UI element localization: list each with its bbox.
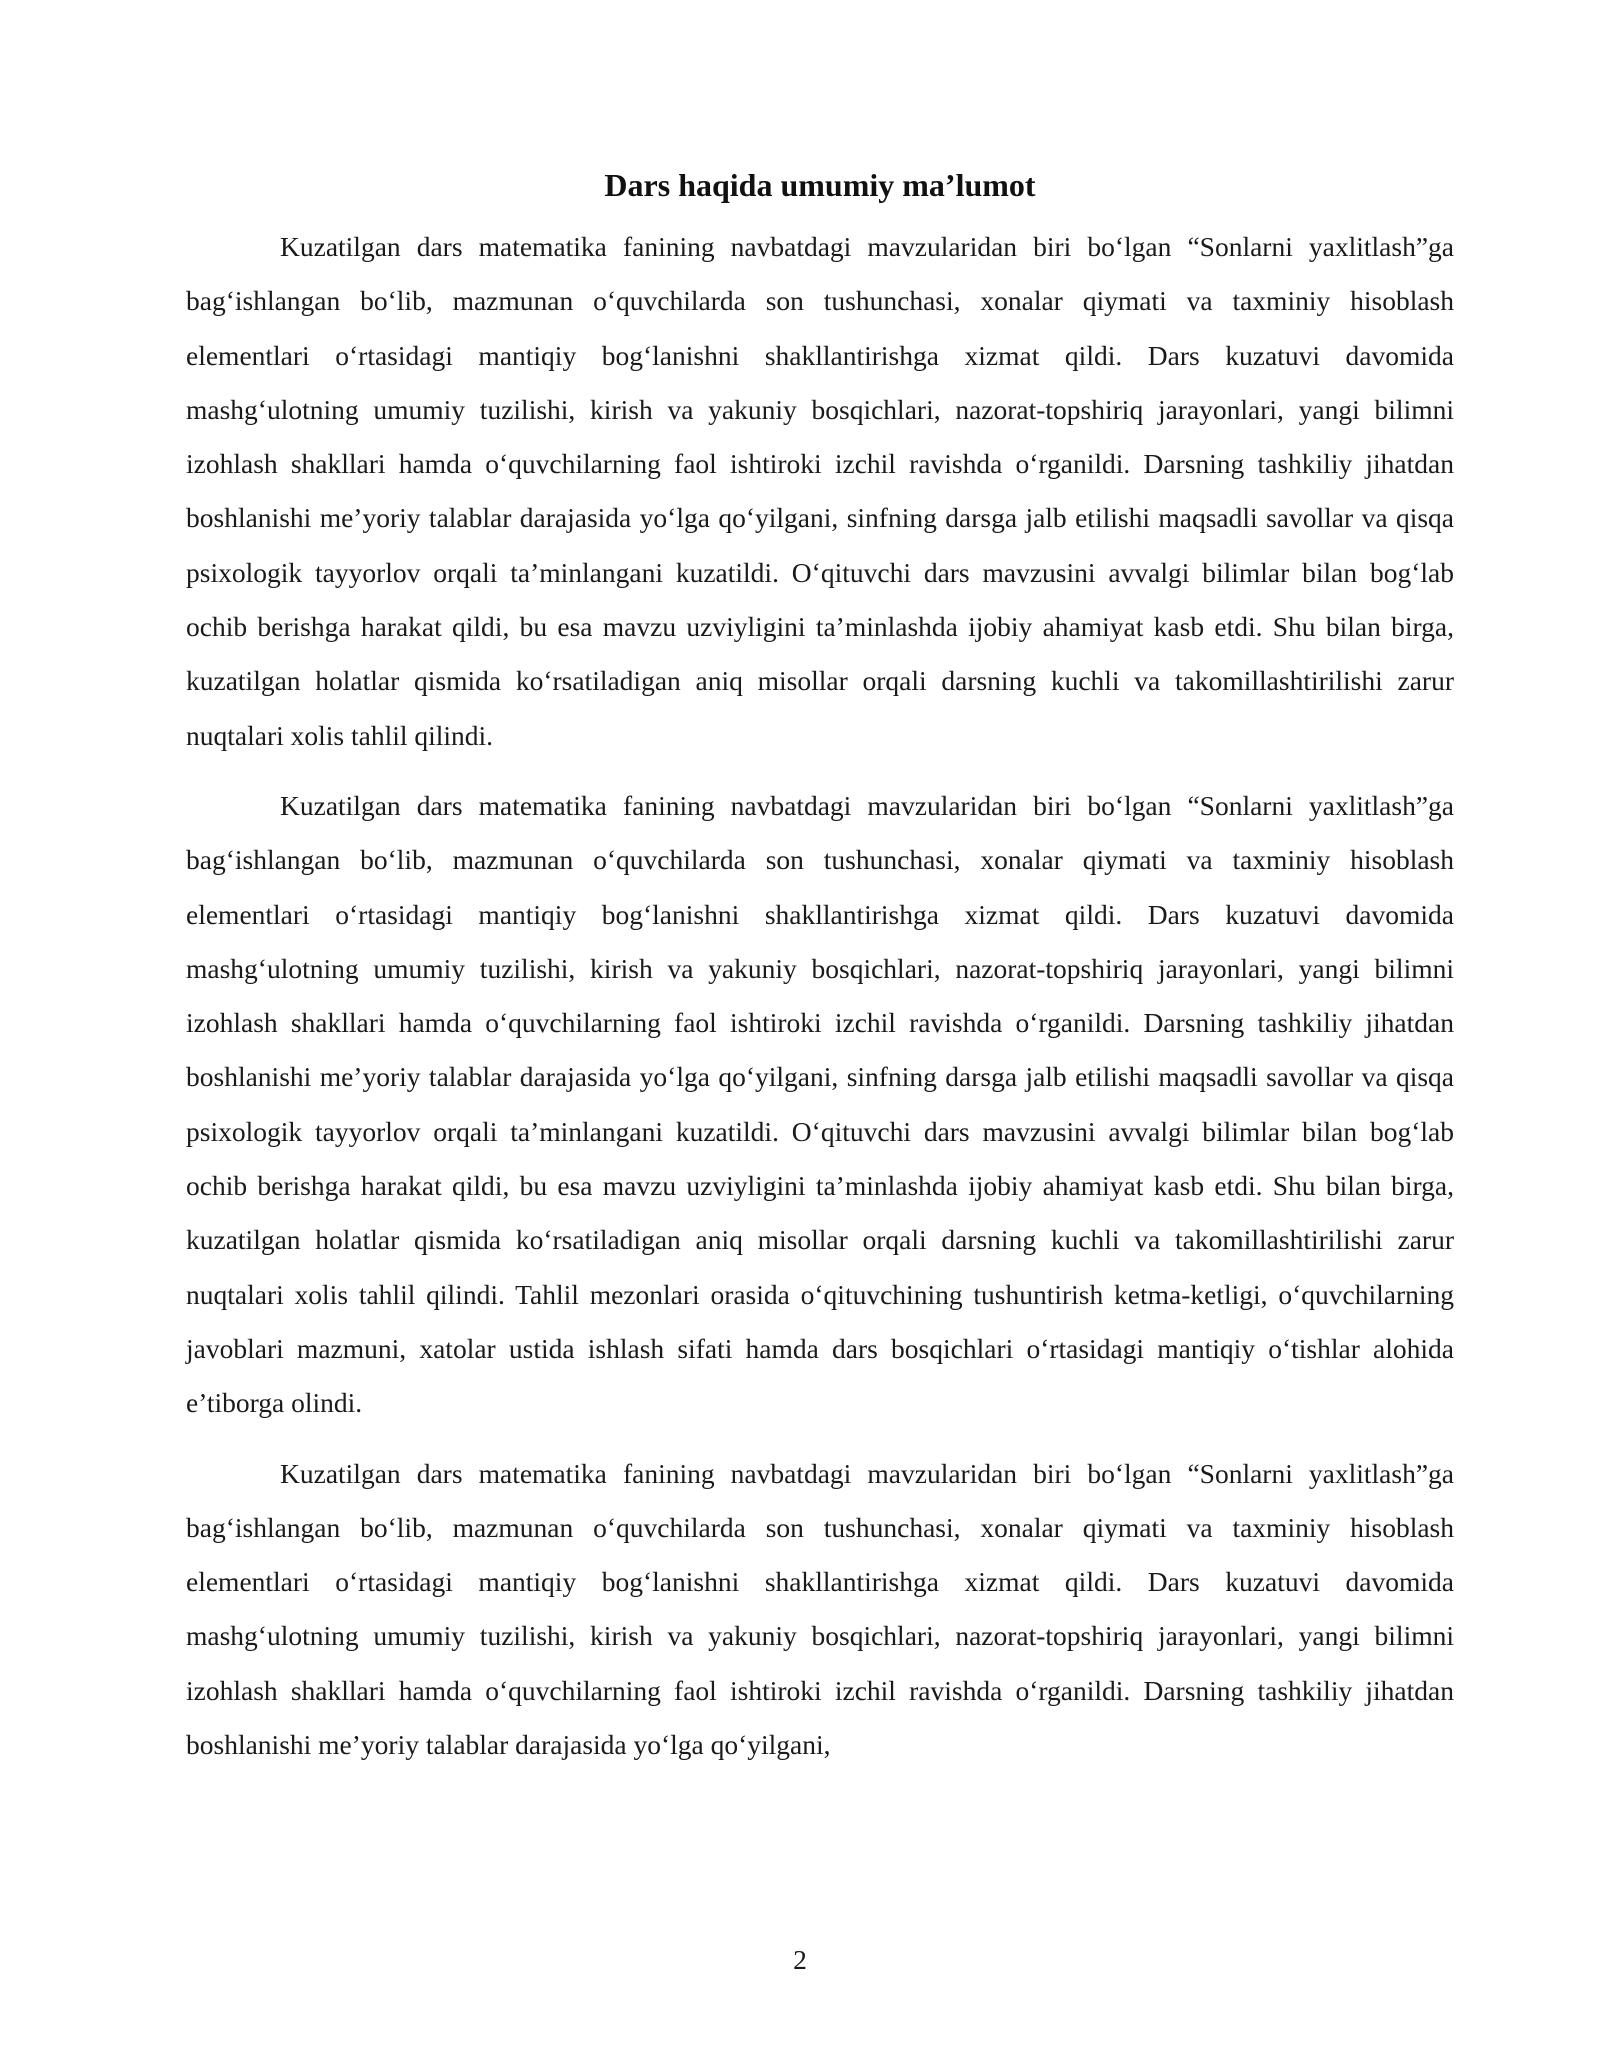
page-number: 2: [793, 1944, 807, 1975]
paragraph-3: Kuzatilgan dars matematika fanining navbatdagi mavzularidan biri bo‘lgan “Sonlarni yaxlitlash”ga bag‘ishlangan bo‘lib, mazmunan o‘quvchilarda son tushunchasi, xonalar qiymati va taxminiy hisoblash elementlari o‘rtasidagi mantiqiy bog‘lanishni shakllantirishga xizmat qildi. Dars kuzatuvi davomida mashg‘ulotning umumiy tuzilishi, kirish va yakuniy bosqichlari, nazorat-topshiriq jarayonlari, yangi bilimni izohlash shakllari hamda o‘quvchilarning faol ishtiroki izchil ravishda o‘rganildi. Darsning tashkiliy jihatdan boshlanishi me’yoriy talablar darajasida yo‘lga qo‘yilgani,: [186, 1457, 1454, 1761]
paragraph-2: Kuzatilgan dars matematika fanining navbatdagi mavzularidan biri bo‘lgan “Sonlarni yaxlitlash”ga bag‘ishlangan bo‘lib, mazmunan o‘quvchilarda son tushunchasi, xonalar qiymati va taxminiy hisoblash elementlari o‘rtasidagi mantiqiy bog‘lanishni shakllantirishga xizmat qildi. Dars kuzatuvi davomida mashg‘ulotning umumiy tuzilishi, kirish va yakuniy bosqichlari, nazorat-topshiriq jarayonlari, yangi bilimni izohlash shakllari hamda o‘quvchilarning faol ishtiroki izchil ravishda o‘rganildi. Darsning tashkiliy jihatdan boshlanishi me’yoriy talablar darajasida yo‘lga qo‘yilgani, sinfning darsga jalb etilishi maqsadli savollar va qisqa psixologik tayyorlov orqali ta’minlangani kuzatildi. O‘qituvchi dars mavzusini avvalgi bilimlar bilan bog‘lab ochib berishga harakat qildi, bu esa mavzu uzviyligini ta’minlashda ijobiy ahamiyat kasb etdi. Shu bilan birga, kuzatilgan holatlar qismida ko‘rsatiladigan aniq misollar orqali darsning kuchli va takomillashtirilishi zarur nuqtalari xolis tahlil qilindi. Tahlil mezonlari orasida o‘qituvchining tushuntirish ketma-ketligi, o‘quvchilarning javoblari mazmuni, xatolar ustida ishlash sifati hamda dars bosqichlari o‘rtasidagi mantiqiy o‘tishlar alohida e’tiborga olindi.: [186, 789, 1454, 1419]
section-title: Dars haqida umumiy ma’lumot: [604, 167, 1036, 203]
page-body: [186, 158, 1454, 1788]
paragraph-1: Kuzatilgan dars matematika fanining navbatdagi mavzularidan biri bo‘lgan “Sonlarni yaxlitlash”ga bag‘ishlangan bo‘lib, mazmunan o‘quvchilarda son tushunchasi, xonalar qiymati va taxminiy hisoblash elementlari o‘rtasidagi mantiqiy bog‘lanishni shakllantirishga xizmat qildi. Dars kuzatuvi davomida mashg‘ulotning umumiy tuzilishi, kirish va yakuniy bosqichlari, nazorat-topshiriq jarayonlari, yangi bilimni izohlash shakllari hamda o‘quvchilarning faol ishtiroki izchil ravishda o‘rganildi. Darsning tashkiliy jihatdan boshlanishi me’yoriy talablar darajasida yo‘lga qo‘yilgani, sinfning darsga jalb etilishi maqsadli savollar va qisqa psixologik tayyorlov orqali ta’minlangani kuzatildi. O‘qituvchi dars mavzusini avvalgi bilimlar bilan bog‘lab ochib berishga harakat qildi, bu esa mavzu uzviyligini ta’minlashda ijobiy ahamiyat kasb etdi. Shu bilan birga, kuzatilgan holatlar qismida ko‘rsatiladigan aniq misollar orqali darsning kuchli va takomillashtirilishi zarur nuqtalari xolis tahlil qilindi.: [186, 231, 1454, 751]
